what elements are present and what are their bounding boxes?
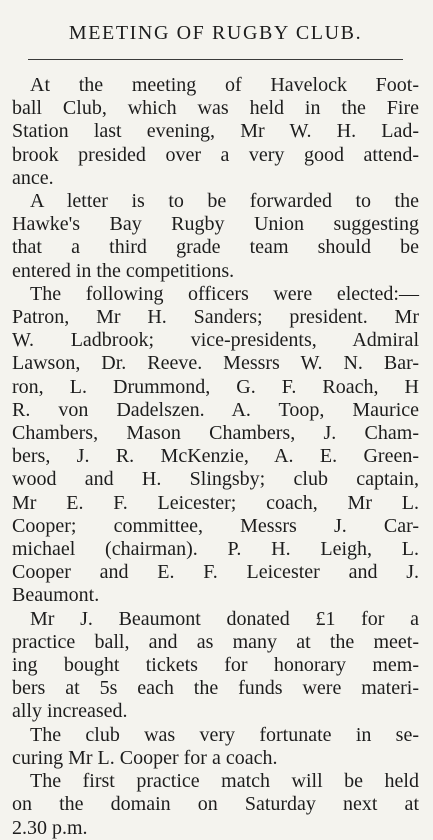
article-line: ally increased. — [12, 700, 128, 723]
article-line: wood and H. Slingsby; club captain, — [12, 468, 419, 491]
article-line: entered in the competitions. — [12, 259, 235, 282]
article-paragraph — [12, 74, 419, 190]
article-line: Lawson, Dr. Reeve. Messrs W. N. Bar- — [12, 352, 419, 375]
article-line: The club was very fortunate in se- — [30, 723, 419, 746]
article-paragraph — [12, 283, 419, 608]
article-line: Chambers, Mason Chambers, J. Cham- — [12, 422, 419, 445]
article-line: ron, L. Drummond, G. F. Roach, H — [12, 375, 419, 398]
article-line: W. Ladbrook; vice-presidents, Admiral — [12, 329, 419, 352]
article-line: that a third grade team should be — [12, 236, 419, 259]
article-headline: MEETING OF RUGBY CLUB. — [68, 22, 363, 44]
article-line: A letter is to be forwarded to the — [30, 190, 419, 213]
article-line: ball Club, which was held in the Fire — [12, 97, 419, 120]
article-line: 2.30 p.m. — [12, 816, 88, 839]
article-line: The following officers were elected:— — [30, 282, 419, 305]
article-line: on the domain on Saturday next at — [12, 793, 419, 816]
article-line: Mr E. F. Leicester; coach, Mr L. — [12, 491, 419, 514]
article-line: ing bought tickets for honorary mem- — [12, 654, 419, 677]
article-line: R. von Dadelszen. A. Toop, Maurice — [12, 398, 419, 421]
article-line: bers, J. R. McKenzie, A. E. Green- — [12, 445, 419, 468]
article-line: Patron, Mr H. Sanders; president. Mr — [12, 306, 419, 329]
article-paragraph — [12, 608, 419, 724]
article-paragraph — [12, 770, 419, 840]
article-line: Hawke's Bay Rugby Union suggesting — [12, 213, 419, 236]
article-line: bers at 5s each the funds were materi- — [12, 677, 419, 700]
article-body — [12, 74, 419, 840]
article-line: At the meeting of Havelock Foot- — [30, 74, 419, 96]
article-line: The first practice match will be held — [30, 770, 419, 793]
article-line: michael (chairman). P. H. Leigh, L. — [12, 538, 419, 561]
article-line: Beaumont. — [12, 584, 100, 607]
article-line: ance. — [12, 166, 54, 189]
article-line: Cooper and E. F. Leicester and J. — [12, 561, 419, 584]
article-paragraph — [12, 724, 419, 770]
article-paragraph — [12, 190, 419, 283]
article-line: curing Mr L. Cooper for a coach. — [12, 746, 278, 769]
article-line: practice ball, and as many at the meet- — [12, 630, 419, 653]
article-line: Mr J. Beaumont donated £1 for a — [30, 607, 419, 630]
article-line: Cooper; committee, Messrs J. Car- — [12, 514, 419, 537]
headline-divider — [28, 59, 402, 60]
article-line: brook presided over a very good attend- — [12, 143, 419, 166]
article-line: Station last evening, Mr W. H. Lad- — [12, 120, 419, 143]
